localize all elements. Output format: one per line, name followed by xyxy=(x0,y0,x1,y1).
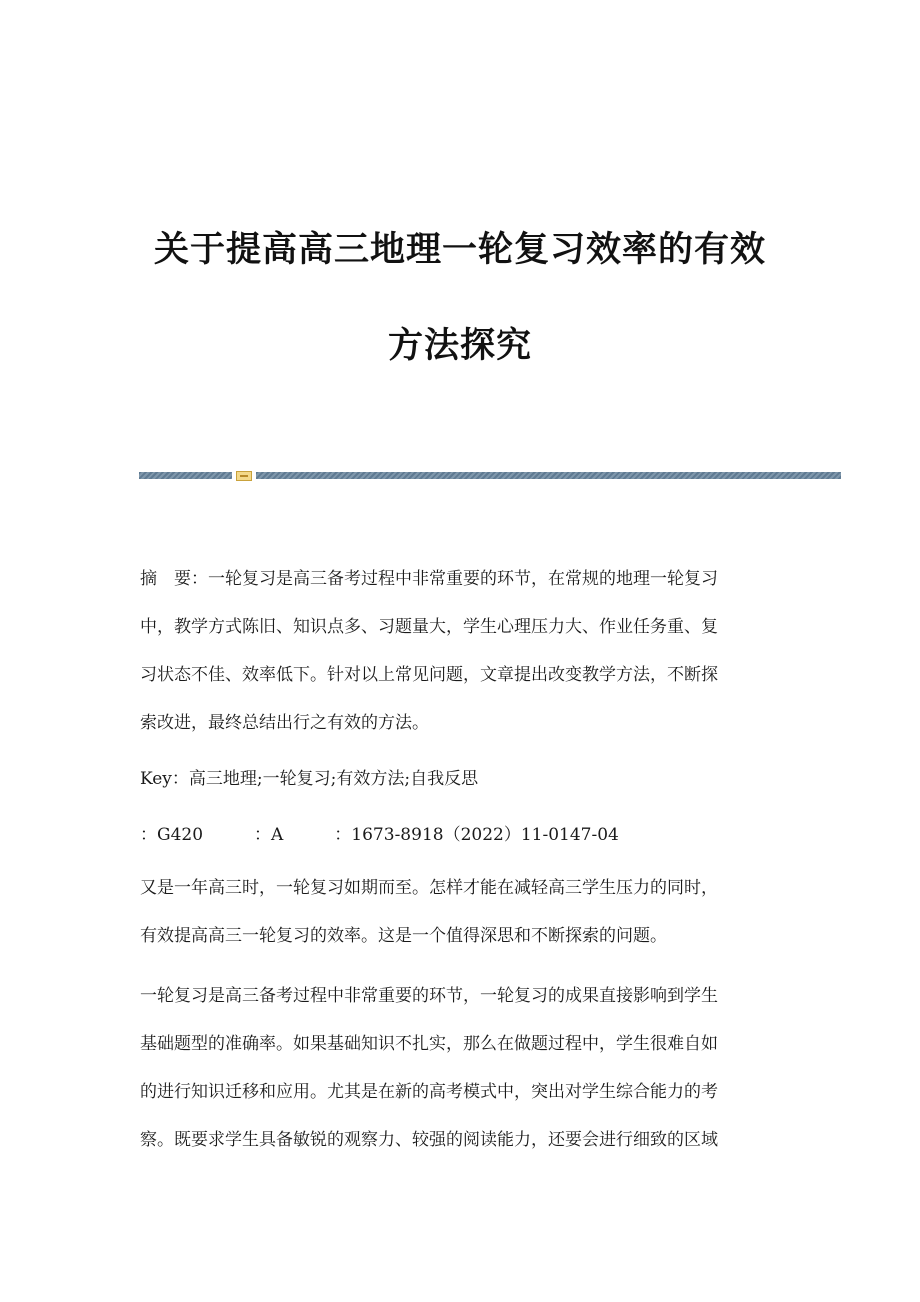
paragraph-line: 察。既要求学生具备敏锐的观察力、较强的阅读能力，还要会进行细致的区域 xyxy=(140,1130,718,1150)
divider-bar-left xyxy=(139,472,232,479)
abstract xyxy=(140,555,780,747)
paragraph-line: 一轮复习是高三备考过程中非常重要的环节，一轮复习的成果直接影响到学生 xyxy=(140,986,718,1006)
paragraph-line: 有效提高高三一轮复习的效率。这是一个值得深思和不断探索的问题。 xyxy=(140,926,667,946)
paragraph-line: 基础题型的准确率。如果基础知识不扎实，那么在做题过程中，学生很难自如 xyxy=(140,1034,718,1054)
paragraph-line: 的进行知识迁移和应用。尤其是在新的高考模式中，突出对学生综合能力的考 xyxy=(140,1082,718,1102)
body-paragraph-1 xyxy=(140,864,780,960)
body-paragraph-2 xyxy=(140,972,780,1164)
paragraph-line: 又是一年高三时，一轮复习如期而至。怎样才能在减轻高三学生压力的同时， xyxy=(140,878,718,898)
document-title-line-2: 方法探究 xyxy=(387,326,532,366)
keywords: Key：高三地理;一轮复习;有效方法;自我反思 xyxy=(140,769,479,789)
abstract-line: 摘 要：一轮复习是高三备考过程中非常重要的环节，在常规的地理一轮复习 xyxy=(140,569,718,589)
divider-ornament-icon xyxy=(236,471,252,481)
abstract-line: 索改进，最终总结出行之有效的方法。 xyxy=(140,713,429,733)
classification-info: ：G420 ：A ：1673-8918（2022）11-0147-04 xyxy=(140,825,619,845)
divider-bar-right xyxy=(256,472,841,479)
section-divider xyxy=(139,471,841,481)
document-title-line-1: 关于提高高三地理一轮复习效率的有效 xyxy=(153,230,766,270)
abstract-line: 习状态不佳、效率低下。针对以上常见问题，文章提出改变教学方法，不断探 xyxy=(140,665,718,685)
abstract-line: 中，教学方式陈旧、知识点多、习题量大，学生心理压力大、作业任务重、复 xyxy=(140,617,718,637)
